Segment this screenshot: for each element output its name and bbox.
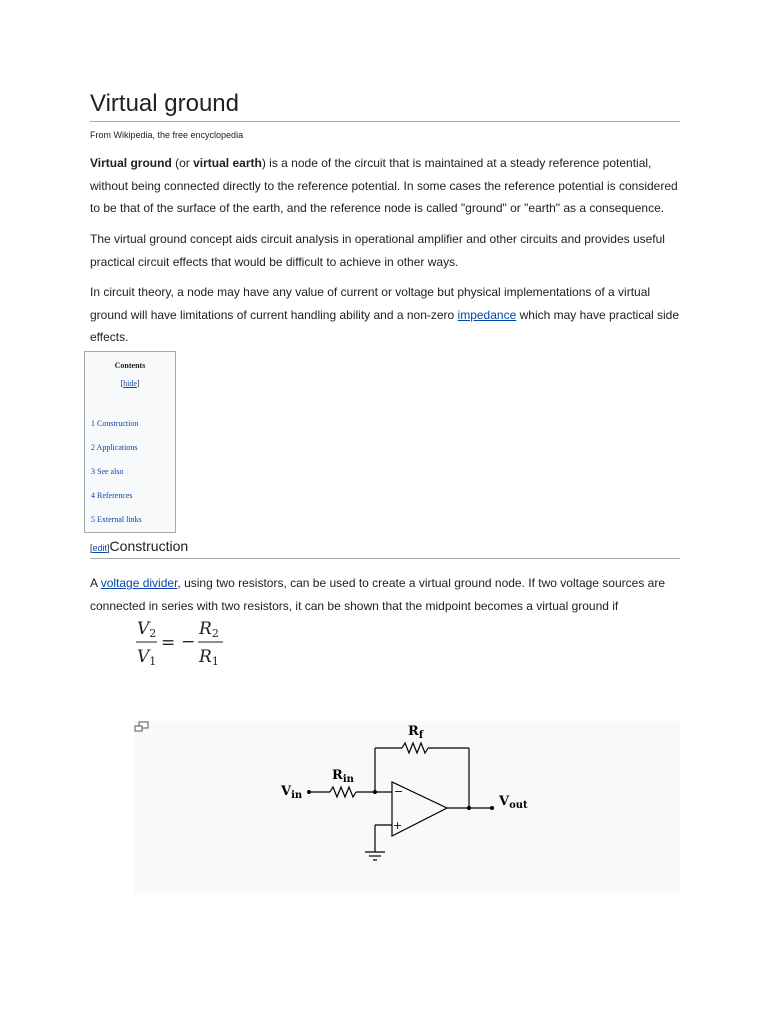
toc-item-construction[interactable]: 1 Construction [91, 419, 139, 428]
section-heading-construction [90, 538, 680, 559]
formula-equals: = [161, 633, 176, 653]
toc-item-references[interactable]: 4 References [91, 491, 133, 500]
resistor-rf [402, 743, 428, 753]
section-title: Construction [109, 538, 189, 554]
node-vin [307, 790, 311, 794]
toc-title: Contents [114, 361, 146, 370]
formula-minus: − [181, 632, 196, 652]
formula-num-left: V2 [137, 619, 157, 640]
page-title: Virtual ground [90, 88, 680, 122]
term-virtual-ground: Virtual ground [90, 156, 172, 170]
voltage-divider-link[interactable]: voltage divider [100, 576, 178, 590]
formula-den-left: V1 [137, 647, 157, 668]
formula [135, 617, 255, 669]
label-vin: $V_{in}$ [281, 784, 303, 801]
table-of-contents [84, 351, 176, 533]
opamp-plus: + [393, 819, 403, 832]
magnify-icon[interactable] [134, 721, 150, 733]
node-output [467, 806, 471, 810]
toc-toggle: [hide] [120, 379, 140, 388]
formula-den-right: R1 [199, 647, 219, 668]
toc-hide-link[interactable]: hide [123, 379, 137, 388]
construction-paragraph: A voltage divider, using two resistors, can be used to create a virtual ground node. If two voltage sources are connected in series with two resistors, it can be shown that the midpoint becomes a virtual ground if [90, 576, 666, 613]
toc-item-applications[interactable]: 2 Applications [91, 443, 138, 452]
edit-link[interactable]: edit [92, 543, 108, 553]
label-rin: $R_{in}$ [332, 768, 354, 785]
concept-paragraph: The virtual ground concept aids circuit analysis in operational amplifier and other circuits and provides useful practical circuit effects that would be difficult to achieve in other ways. [90, 232, 665, 269]
toc-item-see-also[interactable]: 3 See also [91, 467, 124, 476]
impedance-link[interactable]: impedance [457, 307, 517, 322]
opamp-minus: − [394, 785, 404, 798]
resistor-rin [330, 787, 356, 797]
tagline: From Wikipedia, the free encyclopedia [90, 130, 244, 140]
inverting-amplifier-diagram [134, 721, 680, 893]
toc-item-external-links[interactable]: 5 External links [91, 515, 142, 524]
label-vout: $V_{out}$ [499, 794, 528, 811]
label-rf: $R_f$ [408, 724, 424, 741]
formula-num-right: R2 [199, 619, 219, 640]
theory-paragraph: In circuit theory, a node may have any value of current or voltage but physical implementations of a virtual ground will have limitations of current handling ability and a non-zero impedance which may have practical side effects. [90, 285, 680, 344]
circuit-figure [134, 721, 680, 893]
node-inverting [373, 790, 377, 794]
term-virtual-earth: virtual earth [193, 156, 262, 170]
section-edit: [edit] [90, 543, 110, 553]
intro-paragraph: Virtual ground (or virtual earth) is a node of the circuit that is maintained at a steady reference potential, without being connected directly to the reference potential. In some cases the reference potential is considered to be that of the surface of the earth, and the reference node is called "ground" or "earth" as a consequence. [90, 156, 678, 215]
node-vout [490, 806, 494, 810]
